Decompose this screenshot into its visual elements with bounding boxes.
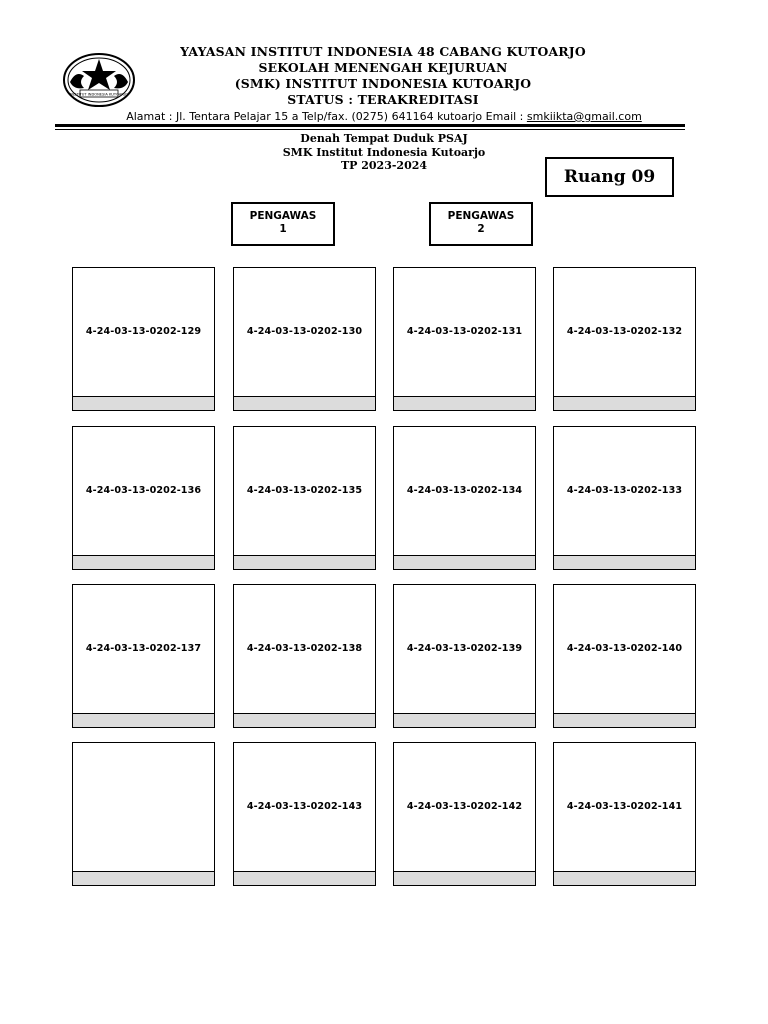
seat-r3-c2 — [233, 584, 376, 728]
seat-number: 4-24-03-13-0202-139 — [406, 643, 523, 654]
seat-r2-c3 — [393, 426, 536, 570]
seat-strip — [554, 713, 695, 727]
email-link[interactable]: smkiikta@gmail.com — [526, 110, 642, 123]
seat-strip — [234, 396, 375, 410]
seat-strip — [234, 555, 375, 569]
supervisor-1-box — [231, 202, 335, 246]
seat-number: 4-24-03-13-0202-133 — [566, 485, 683, 496]
seat-strip — [394, 555, 535, 569]
seat-strip — [554, 871, 695, 885]
address-line — [0, 110, 768, 124]
seat-r3-c3 — [393, 584, 536, 728]
seat-r2-c4 — [553, 426, 696, 570]
seat-number: 4-24-03-13-0202-137 — [85, 643, 202, 654]
seat-r3-c1 — [72, 584, 215, 728]
seat-number: 4-24-03-13-0202-130 — [246, 326, 363, 337]
seat-number: 4-24-03-13-0202-136 — [85, 485, 202, 496]
seat-r3-c4 — [553, 584, 696, 728]
seat-strip — [234, 713, 375, 727]
seat-number: 4-24-03-13-0202-141 — [566, 801, 683, 812]
seat-r4-c3 — [393, 742, 536, 886]
seat-r4-c4 — [553, 742, 696, 886]
seat-r1-c1 — [72, 267, 215, 411]
seat-r1-c2 — [233, 267, 376, 411]
seat-strip — [394, 396, 535, 410]
seat-number: 4-24-03-13-0202-138 — [246, 643, 363, 654]
letterhead-line-3: (SMK) INSTITUT INDONESIA KUTOARJO — [234, 76, 532, 91]
seat-strip — [554, 396, 695, 410]
letterhead-line-1: YAYASAN INSTITUT INDONESIA 48 CABANG KUTOARJO — [180, 44, 586, 59]
school-logo — [62, 52, 136, 108]
seat-r2-c2 — [233, 426, 376, 570]
seat-strip — [73, 396, 214, 410]
seat-number: 4-24-03-13-0202-140 — [566, 643, 683, 654]
seat-strip — [394, 871, 535, 885]
seat-number: 4-24-03-13-0202-129 — [85, 326, 202, 337]
seat-r4-c2 — [233, 742, 376, 886]
supervisor-1-title: PENGAWAS — [249, 210, 317, 222]
seat-strip — [394, 713, 535, 727]
header-divider-thin — [55, 129, 685, 130]
seat-number: 4-24-03-13-0202-131 — [406, 326, 523, 337]
seat-strip — [73, 713, 214, 727]
document-subtitle — [234, 132, 534, 173]
subtitle-line-2: SMK Institut Indonesia Kutoarjo — [282, 145, 486, 159]
seat-r1-c3 — [393, 267, 536, 411]
letterhead-line-2: SEKOLAH MENENGAH KEJURUAN — [258, 60, 508, 75]
supervisor-2-title: PENGAWAS — [447, 210, 515, 222]
seat-strip — [73, 871, 214, 885]
supervisor-1-number: 1 — [279, 223, 287, 235]
seat-number: 4-24-03-13-0202-143 — [246, 801, 363, 812]
address-text: Alamat : Jl. Tentara Pelajar 15 a Telp/fax. (0275) 641164 kutoarjo Email : — [126, 110, 527, 123]
room-label: Ruang 09 — [545, 157, 674, 197]
seat-number: 4-24-03-13-0202-142 — [406, 801, 523, 812]
seat-number: 4-24-03-13-0202-135 — [246, 485, 363, 496]
header-divider-thick — [55, 124, 685, 127]
supervisor-2-box — [429, 202, 533, 246]
seat-number: 4-24-03-13-0202-134 — [406, 485, 523, 496]
subtitle-line-1: Denah Tempat Duduk PSAJ — [300, 132, 468, 145]
letterhead-line-4: STATUS : TERAKREDITASI — [287, 92, 479, 107]
seat-strip — [234, 871, 375, 885]
letterhead — [150, 44, 616, 108]
seat-strip — [554, 555, 695, 569]
seat-r1-c4 — [553, 267, 696, 411]
logo-text: INSTITUT INDONESIA KUTOARJO — [70, 92, 128, 97]
subtitle-line-3: TP 2023-2024 — [340, 159, 428, 172]
seat-strip — [73, 555, 214, 569]
seat-number: 4-24-03-13-0202-132 — [566, 326, 683, 337]
seat-r4-c1 — [72, 742, 215, 886]
seat-r2-c1 — [72, 426, 215, 570]
supervisor-2-number: 2 — [477, 223, 485, 235]
